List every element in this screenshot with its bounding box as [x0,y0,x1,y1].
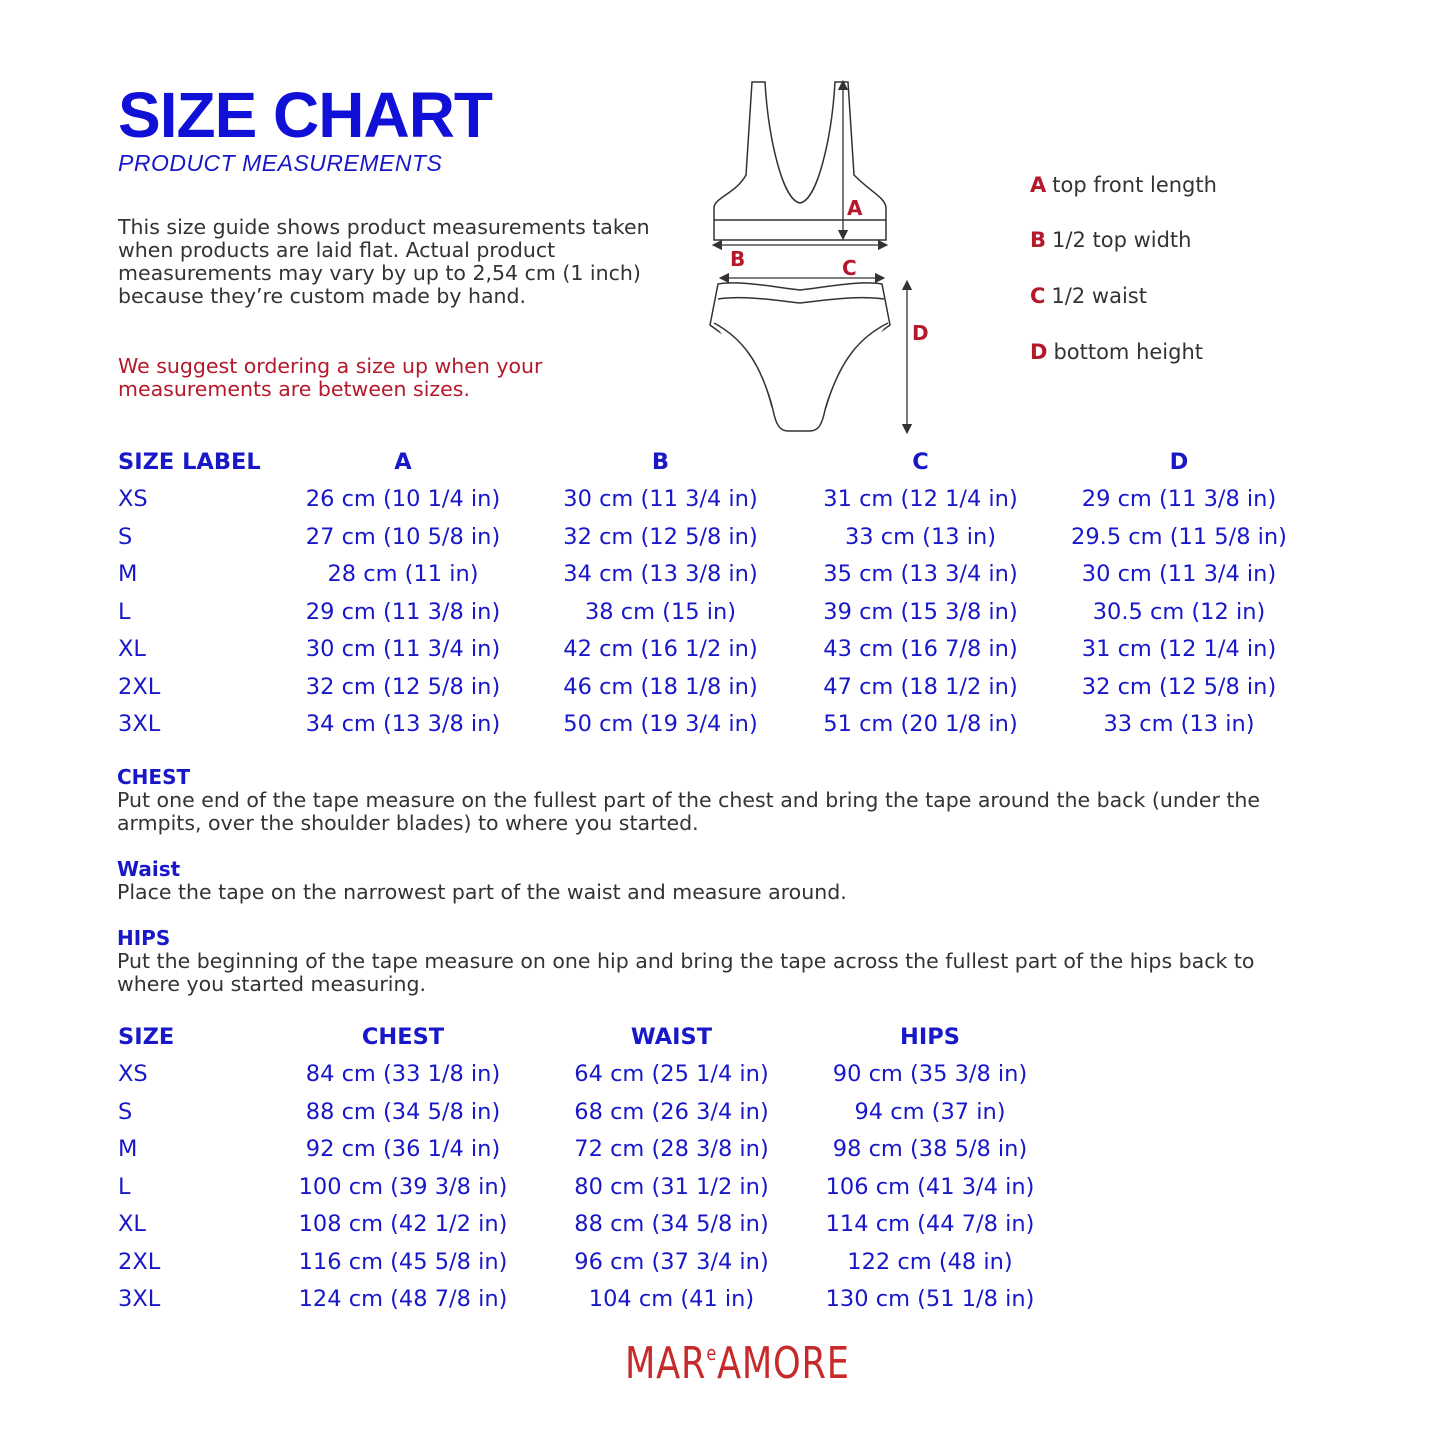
table-cell: 29 cm (11 3/8 in) [1081,486,1277,513]
guide-heading: CHEST [117,765,191,789]
header-size-label: SIZE LABEL [118,448,261,475]
legend-key: B [1030,228,1047,252]
table-cell: 51 cm (20 1/8 in) [823,711,1018,738]
table-cell: 72 cm (28 3/8 in) [574,1136,769,1163]
size-cell: XL [118,636,146,663]
table-row [118,1281,1035,1319]
diagram-label-a: A [847,196,863,220]
garment-diagram [700,75,950,445]
size-cell: XL [118,1211,146,1238]
table-cell: 38 cm (15 in) [584,598,737,625]
table-cell: 88 cm (34 5/8 in) [305,1098,501,1125]
table-row [118,1206,1035,1244]
diagram-label-c: C [842,256,857,280]
table-cell: 84 cm (33 1/8 in) [305,1061,501,1088]
size-cell: XS [118,486,148,513]
sizing-note: We suggest ordering a size up when your measurements are between sizes. [118,354,543,401]
size-cell: L [118,1173,131,1200]
header-b: B [651,448,670,475]
table-row [118,706,1320,744]
legend-item-c [1030,284,1147,308]
legend-key: C [1030,284,1046,308]
table-cell: 33 cm (13 in) [1103,711,1255,738]
guide-heading: Waist [117,857,181,881]
table-cell: 46 cm (18 1/8 in) [563,673,758,700]
table-cell: 50 cm (19 3/4 in) [563,711,758,738]
table-row [118,481,1320,519]
table-cell: 30.5 cm (12 in) [1092,598,1266,625]
guide-hips [117,927,1317,996]
guide-heading: HIPS [117,926,171,950]
size-cell: 3XL [118,711,161,738]
table-row [118,1168,1035,1206]
diagram-label-d: D [912,321,929,345]
size-cell: 3XL [118,1286,161,1313]
legend-item-b [1030,228,1191,252]
size-cell: 2XL [118,673,161,700]
table-cell: 32 cm (12 5/8 in) [305,673,501,700]
size-cell: S [118,1098,133,1125]
table-cell: 98 cm (38 5/8 in) [832,1136,1028,1163]
legend-text: top front length [1052,173,1217,197]
size-cell: 2XL [118,1248,161,1275]
table-cell: 47 cm (18 1/2 in) [823,673,1018,700]
table-cell: 32 cm (12 5/8 in) [563,523,758,550]
table-cell: 31 cm (12 1/4 in) [1081,636,1277,663]
table-row [118,1243,1035,1281]
legend-item-a [1030,173,1217,197]
legend-item-d [1030,340,1203,364]
table-cell: 43 cm (16 7/8 in) [823,636,1018,663]
table-cell: 30 cm (11 3/4 in) [305,636,501,663]
table-cell: 34 cm (13 3/8 in) [305,711,501,738]
table-cell: 124 cm (48 7/8 in) [298,1286,508,1313]
guide-chest [117,766,1317,835]
size-cell: M [118,1136,138,1163]
body-measurements-table [118,1018,1035,1318]
table-row [118,556,1320,594]
table-cell: 122 cm (48 in) [847,1248,1013,1275]
table-cell: 94 cm (37 in) [854,1098,1006,1125]
intro-text: This size guide shows product measurements taken when products are laid flat. Actual product measurements may vary by up to 2,54 cm (1 inch) because they’re custom made by hand. [118,215,650,308]
table-cell: 33 cm (13 in) [844,523,997,550]
table-cell: 92 cm (36 1/4 in) [305,1136,501,1163]
table-cell: 29.5 cm (11 5/8 in) [1071,523,1287,550]
guide-text: Put one end of the tape measure on the fullest part of the chest and bring the tape around the back (under the armpits, over the shoulder blades) to where you started. [117,788,1261,835]
table-cell: 28 cm (11 in) [327,561,479,588]
table-cell: 100 cm (39 3/8 in) [298,1173,508,1200]
table-cell: 39 cm (15 3/8 in) [823,598,1018,625]
diagram-label-b: B [730,247,746,271]
table-cell: 130 cm (51 1/8 in) [825,1286,1035,1313]
table-cell: 35 cm (13 3/4 in) [823,561,1018,588]
table-cell: 80 cm (31 1/2 in) [574,1173,769,1200]
size-cell: S [118,523,133,550]
table-cell: 90 cm (35 3/8 in) [832,1061,1028,1088]
legend-text: 1/2 top width [1052,228,1192,252]
table-row [118,1131,1035,1169]
table-row [118,1093,1035,1131]
table-cell: 26 cm (10 1/4 in) [305,486,501,513]
product-measurements-table [118,443,1320,743]
header-chest: CHEST [361,1023,445,1050]
legend-key: A [1030,173,1047,197]
guide-text: Place the tape on the narrowest part of the waist and measure around. [117,880,847,904]
legend-text: 1/2 waist [1051,284,1147,308]
table-cell: 106 cm (41 3/4 in) [825,1173,1035,1200]
header-hips: HIPS [900,1023,960,1050]
table-cell: 68 cm (26 3/4 in) [574,1098,769,1125]
table-cell: 116 cm (45 5/8 in) [298,1248,508,1275]
table-row [118,668,1320,706]
table-row [118,631,1320,669]
header-a: A [394,448,412,475]
page-title: SIZE CHART [118,79,492,151]
table-row [118,593,1320,631]
page-subtitle: PRODUCT MEASUREMENTS [118,150,443,176]
table-cell: 114 cm (44 7/8 in) [825,1211,1035,1238]
bikini-bottom-icon [710,283,890,431]
table-cell: 42 cm (16 1/2 in) [563,636,758,663]
table-cell: 64 cm (25 1/4 in) [574,1061,769,1088]
legend-text: bottom height [1053,340,1204,364]
guide-text: Put the beginning of the tape measure on one hip and bring the tape across the fullest part of the hips back to where you started measuring. [117,949,1255,996]
header-waist: WAIST [630,1023,713,1050]
table-cell: 32 cm (12 5/8 in) [1081,673,1277,700]
table-cell: 88 cm (34 5/8 in) [574,1211,769,1238]
table-cell: 104 cm (41 in) [588,1286,755,1313]
header-c: C [912,448,929,475]
table-row [118,518,1320,556]
header-size: SIZE [118,1023,175,1050]
table-cell: 96 cm (37 3/4 in) [574,1248,769,1275]
header-d: D [1169,448,1189,475]
table-cell: 34 cm (13 3/8 in) [563,561,758,588]
size-cell: L [118,598,131,625]
size-cell: M [118,561,138,588]
table-cell: 30 cm (11 3/4 in) [1081,561,1277,588]
legend-key: D [1030,340,1048,364]
table-cell: 30 cm (11 3/4 in) [563,486,758,513]
table-row [118,1056,1035,1094]
table-cell: 29 cm (11 3/8 in) [305,598,501,625]
brand-logo: MAR$^e$AMORE [625,1338,850,1389]
table-cell: 27 cm (10 5/8 in) [305,523,501,550]
table-header-row [118,1018,1035,1056]
table-cell: 108 cm (42 1/2 in) [298,1211,508,1238]
table-cell: 31 cm (12 1/4 in) [823,486,1018,513]
size-cell: XS [118,1061,148,1088]
guide-waist [117,858,1317,904]
table-header-row [118,443,1320,481]
